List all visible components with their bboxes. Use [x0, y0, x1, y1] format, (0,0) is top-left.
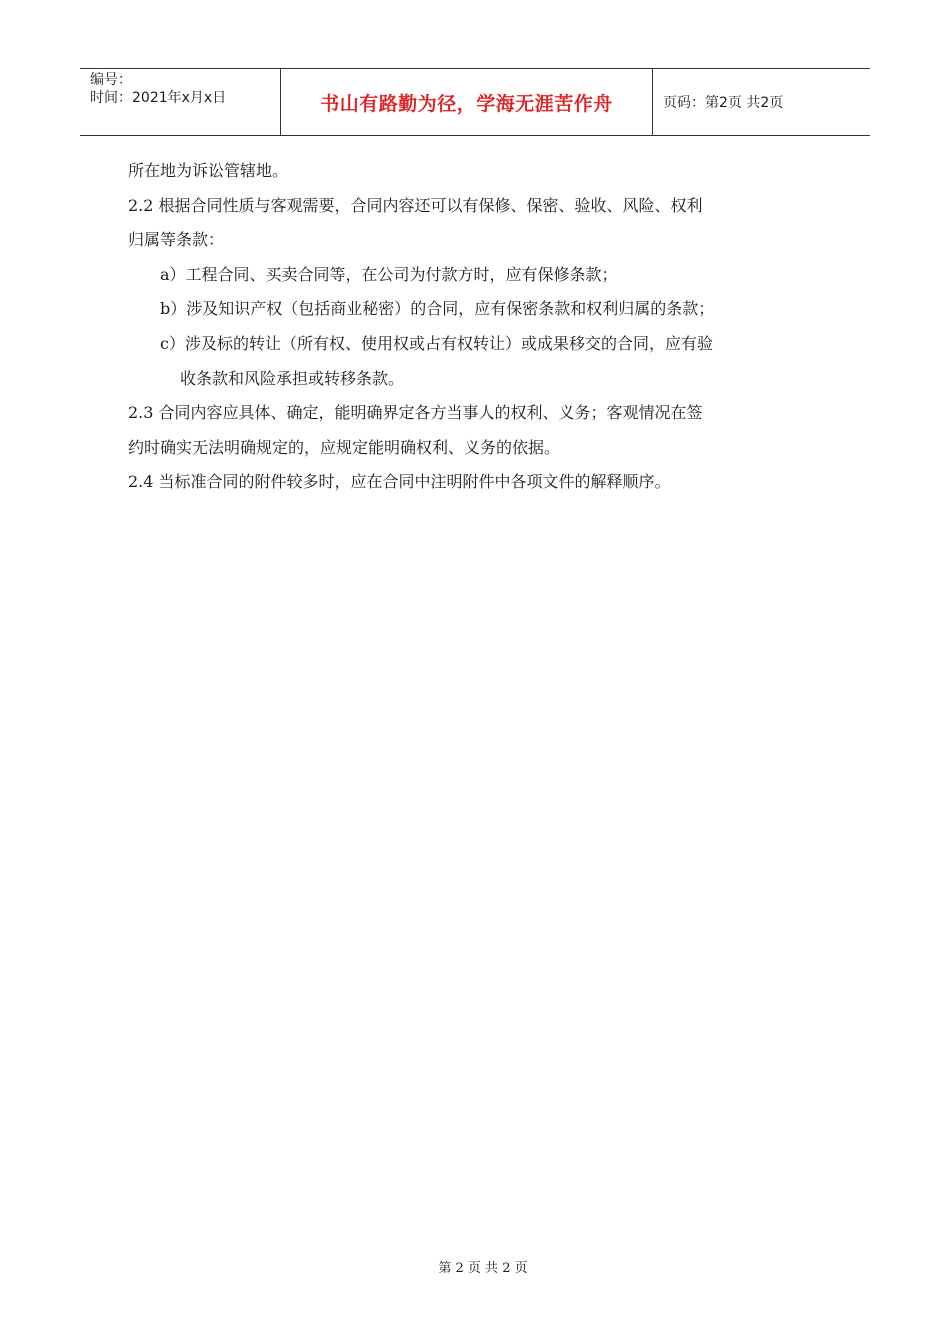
header-meta: [80, 69, 281, 135]
document-number-label: 编号：: [90, 72, 132, 88]
list-item-c-line-1: c）涉及标的转让（所有权、使用权或占有权转让）或成果移交的合同，应有验: [160, 333, 713, 353]
header-motto: 书山有路勤为径，学海无涯苦作舟: [281, 69, 653, 135]
header-page-number: 页码：第2页 共2页: [663, 95, 784, 111]
list-item-c-line-2: 收条款和风险承担或转移条款。: [180, 368, 405, 388]
document-time-label: 时间：2021年x月x日: [90, 90, 227, 106]
clause-2-4-line-1: 2.4 当标准合同的附件较多时，应在合同中注明附件中各项文件的解释顺序。: [128, 472, 671, 492]
clause-2-3-line-1: 2.3 合同内容应具体、确定，能明确界定各方当事人的权利、义务；客观情况在签: [128, 403, 703, 423]
page-header: [80, 68, 870, 136]
page-footer: 第 2 页 共 2 页: [438, 1261, 528, 1276]
list-item-a: a）工程合同、买卖合同等，在公司为付款方时，应有保修条款；: [160, 264, 618, 284]
document-body: [128, 154, 828, 500]
clause-2-3-line-2: 约时确实无法明确规定的，应规定能明确权利、义务的依据。: [128, 437, 561, 457]
paragraph-line: 所在地为诉讼管辖地。: [128, 161, 289, 180]
clause-2-2-line-1: 2.2 根据合同性质与客观需要，合同内容还可以有保修、保密、验收、风险、权利: [128, 195, 703, 215]
list-item-b: b）涉及知识产权（包括商业秘密）的合同，应有保密条款和权利归属的条款；: [160, 299, 715, 319]
clause-2-2-line-2: 归属等条款：: [128, 230, 225, 250]
